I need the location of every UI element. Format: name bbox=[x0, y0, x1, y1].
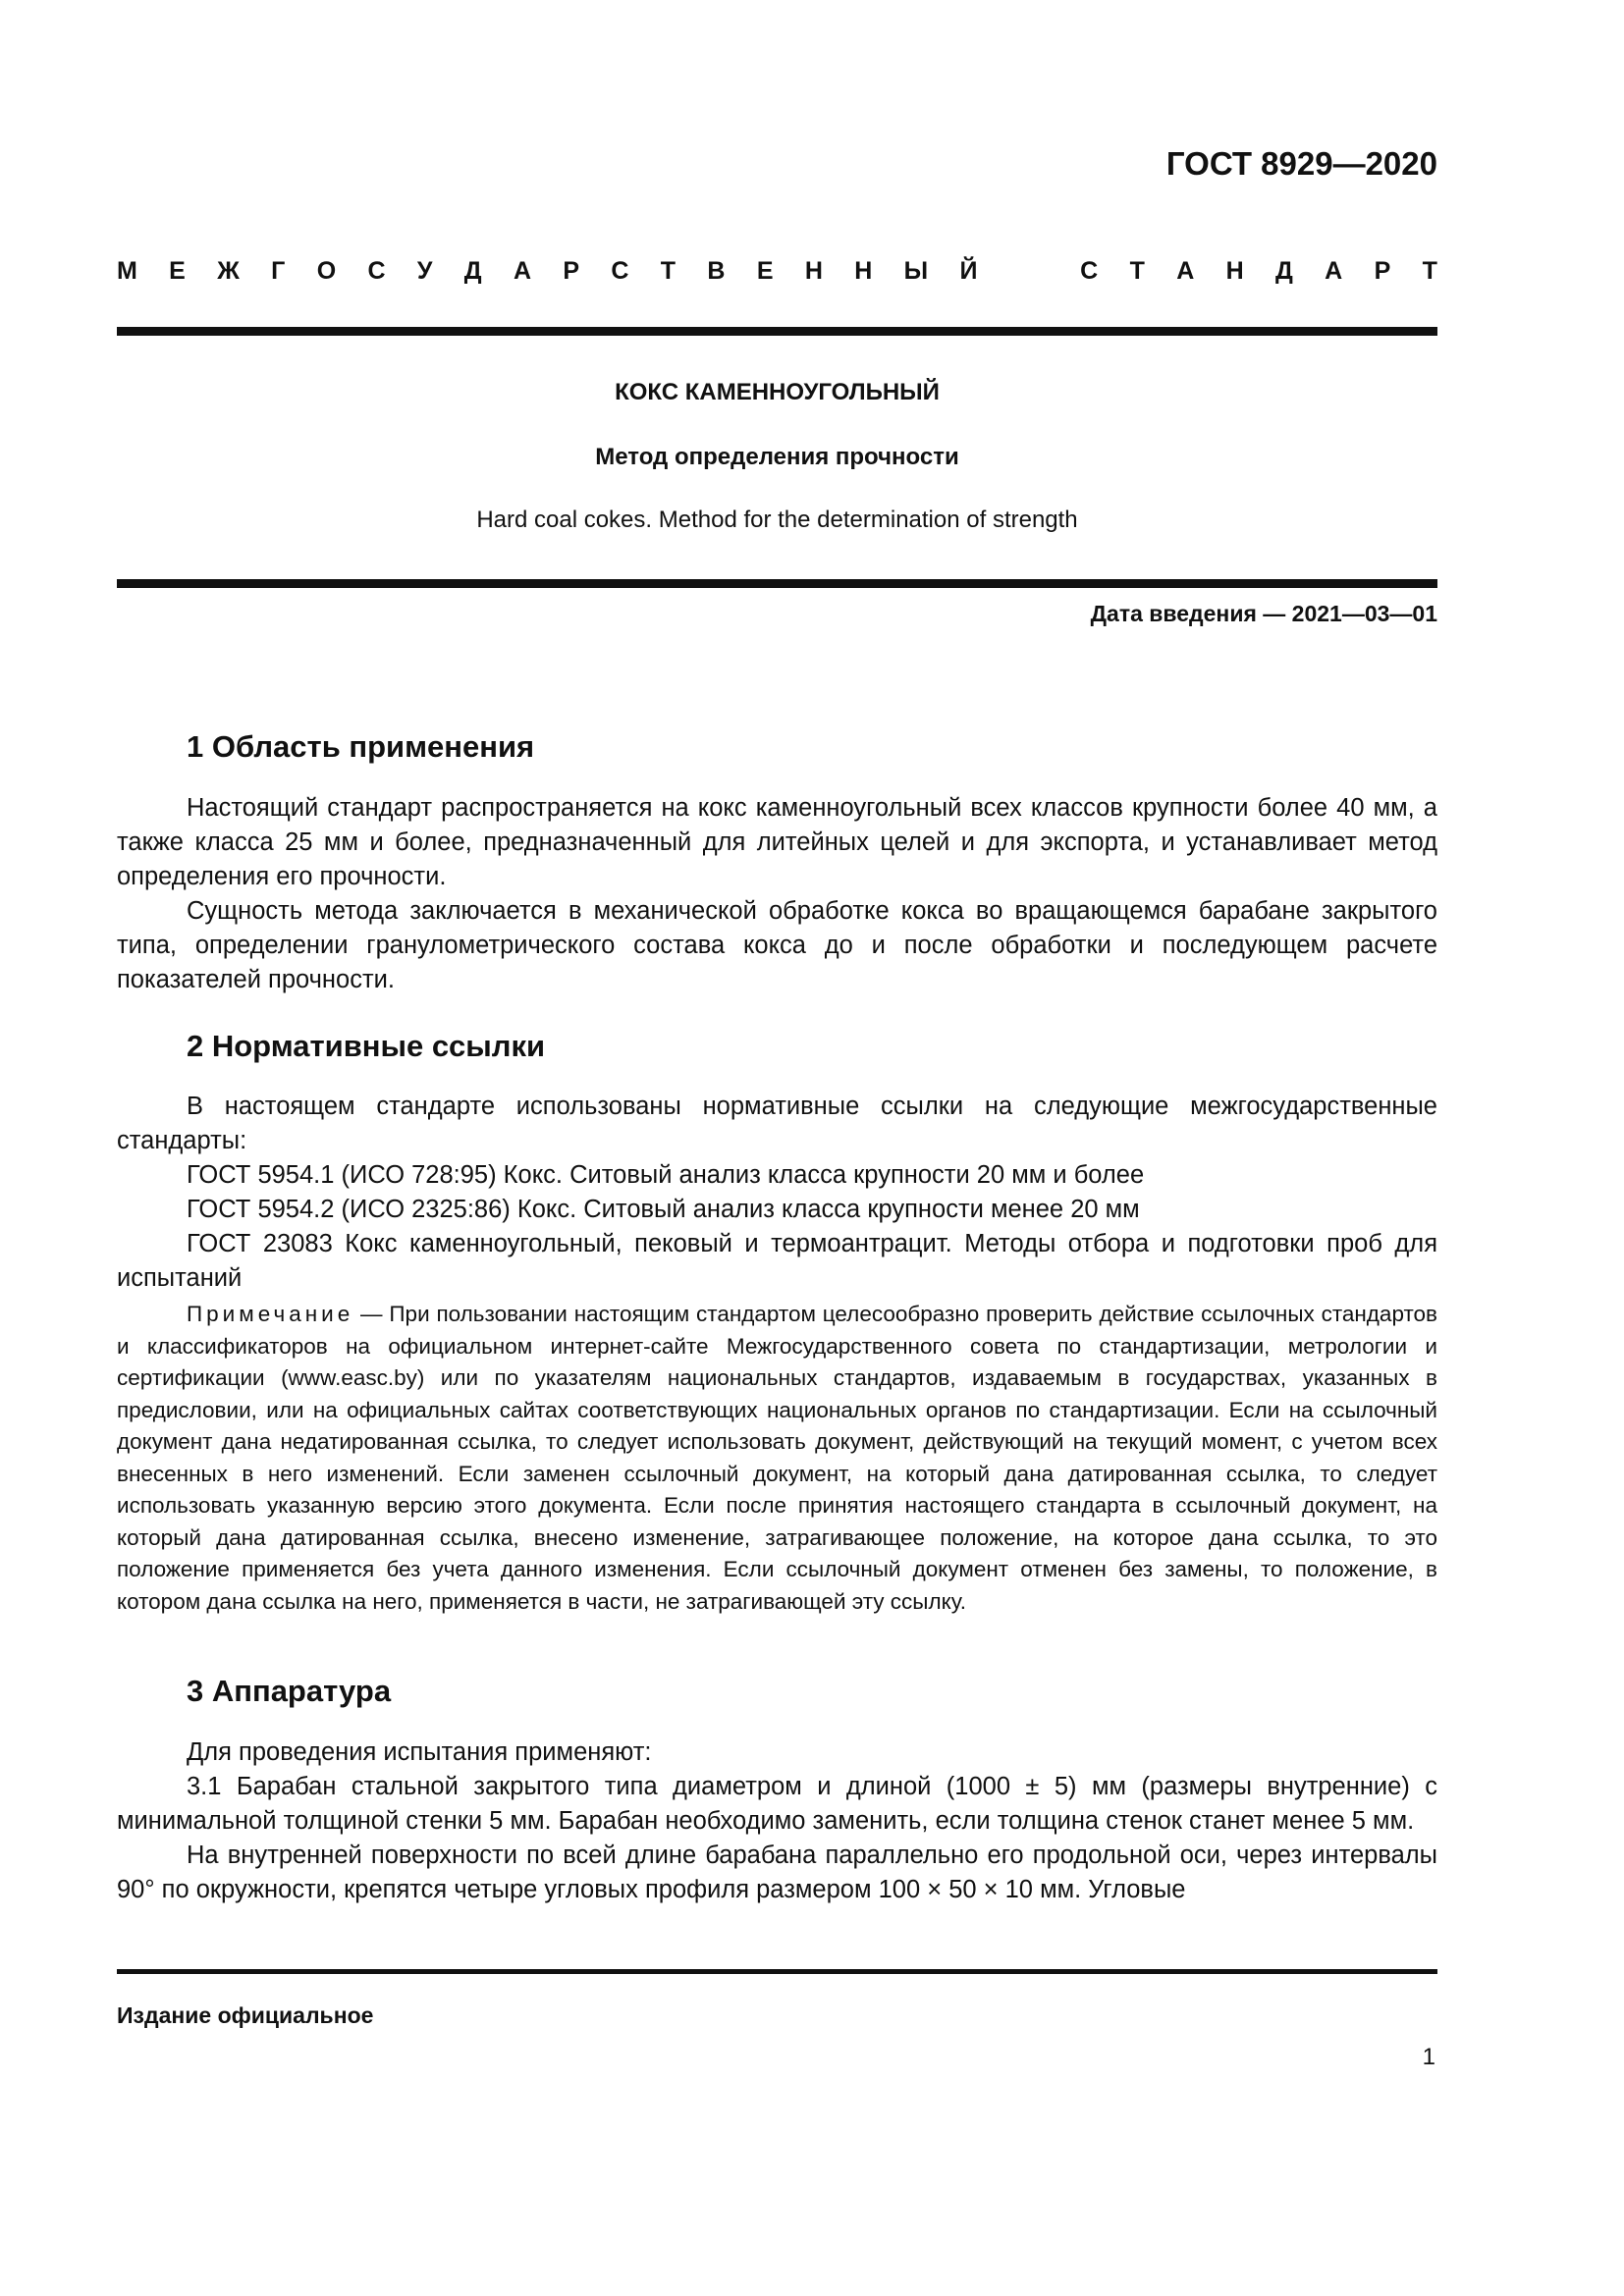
banner-gap bbox=[1009, 257, 1049, 286]
paragraph: На внутренней поверхности по всей длине барабана параллельно его продольной оси, через интервалы 90° по окружности, крепятся четыре угловых профиля размером 100 × 50 × 10 мм. Угловые bbox=[117, 1842, 1437, 1903]
english-title: Hard coal cokes. Method for the determination of strength bbox=[476, 507, 1078, 533]
banner-letter: Е bbox=[756, 257, 774, 285]
introduction-date: Дата введения — 2021—03—01 bbox=[1090, 601, 1437, 626]
banner-letter: С bbox=[367, 257, 386, 285]
banner-letter: Т bbox=[1129, 257, 1145, 285]
banner-letter: Ы bbox=[903, 257, 929, 285]
section-body bbox=[117, 1735, 1437, 1907]
banner-letter: Ж bbox=[217, 257, 240, 285]
interstate-standard-banner bbox=[117, 257, 1437, 286]
section-heading: 2 Нормативные ссылки bbox=[187, 1029, 546, 1063]
banner-letter: О bbox=[316, 257, 337, 285]
section-body bbox=[117, 1090, 1437, 1296]
reference-item: ГОСТ 5954.2 (ИСО 2325:86) Кокс. Ситовый анализ класса крупности менее 20 мм bbox=[187, 1196, 1140, 1223]
banner-letter: Т bbox=[660, 257, 677, 285]
reference-item: ГОСТ 23083 Кокс каменноугольный, пековый и термоантрацит. Методы отбора и подготовки проб для испытаний bbox=[117, 1230, 1437, 1292]
banner-letter: С bbox=[611, 257, 629, 285]
banner-letter: Р bbox=[1374, 257, 1391, 285]
title-divider bbox=[117, 579, 1437, 588]
banner-letter: А bbox=[1176, 257, 1195, 285]
banner-letter: А bbox=[1325, 257, 1343, 285]
banner-letter: Й bbox=[959, 257, 978, 285]
section-heading: 1 Область применения bbox=[187, 729, 535, 764]
paragraph: 3.1 Барабан стальной закрытого типа диаметром и длиной (1000 ± 5) мм (размеры внутренние) с минимальной толщиной стенки 5 мм. Барабан необходимо заменить, если толщина стенок станет менее 5 мм. bbox=[117, 1773, 1437, 1835]
section-body bbox=[117, 791, 1437, 997]
banner-letter: В bbox=[707, 257, 726, 285]
banner-letter: Р bbox=[563, 257, 580, 285]
document-subtitle: Метод определения прочности bbox=[595, 444, 959, 470]
note-label: Примечание bbox=[187, 1302, 354, 1326]
document-title: КОКС КАМЕННОУГОЛЬНЫЙ bbox=[615, 379, 940, 405]
paragraph: В настоящем стандарте использованы нормативные ссылки на следующие межгосударственные стандарты: bbox=[117, 1093, 1437, 1154]
banner-letter: Д bbox=[463, 257, 482, 285]
banner-letter: Е bbox=[169, 257, 186, 285]
banner-letter: С bbox=[1080, 257, 1099, 285]
banner-letter: Н bbox=[804, 257, 823, 285]
banner-letter: У bbox=[416, 257, 433, 285]
banner-letter: Н bbox=[1225, 257, 1244, 285]
footer-divider bbox=[117, 1969, 1437, 1974]
section-heading: 3 Аппаратура bbox=[187, 1674, 392, 1708]
official-edition-label: Издание официальное bbox=[117, 2002, 374, 2028]
paragraph: Сущность метода заключается в механической обработке кокса во вращающемся барабане закрытого типа, определении гранулометрического состава кокса до и после обработки и последующем расчете показателей прочности. bbox=[117, 897, 1437, 993]
gost-number: ГОСТ 8929—2020 bbox=[1165, 145, 1437, 182]
paragraph: Настоящий стандарт распространяется на кокс каменноугольный всех классов крупности более 40 мм, а также класса 25 мм и более, предназначенный для литейных целей и для экспорта, и устанавливает метод определения его прочности. bbox=[117, 794, 1437, 890]
top-divider bbox=[117, 327, 1437, 336]
banner-letter: Д bbox=[1275, 257, 1293, 285]
note bbox=[117, 1299, 1437, 1618]
banner-letter: М bbox=[117, 257, 137, 285]
banner-letter: Г bbox=[271, 257, 286, 285]
note-paragraph bbox=[117, 1299, 1437, 1618]
banner-letter: Н bbox=[854, 257, 873, 285]
reference-item: ГОСТ 5954.1 (ИСО 728:95) Кокс. Ситовый анализ класса крупности 20 мм и более bbox=[187, 1161, 1145, 1189]
banner-letter: Т bbox=[1422, 257, 1437, 285]
note-text: — При пользовании настоящим стандартом целесообразно проверить действие ссылочных стандартов и классификаторов на официальном интернет-сайте Межгосударственного совета по стандартизации, метрологии и сертификации (www.easc.by) или по указателям национальных стандартов, издаваемым в государствах, указанных в предисловии, или на официальных сайтах соответствующих национальных органов по стандартизации. Если на ссылочный документ дана недатированная ссылка, то следует использовать документ, действующий на текущий момент, с учетом всех внесенных в него изменений. Если заменен ссылочный документ, на который дана датированная ссылка, то следует использовать указанную версию этого документа. Если после принятия настоящего стандарта в ссылочный документ, на который дана датированная ссылка, внесено изменение, затрагивающее положение, на которое дана ссылка, то это положение применяется без учета данного изменения. Если ссылочный документ отменен без замены, то положение, в котором дана ссылка на него, применяется в части, не затрагивающей эту ссылку. bbox=[117, 1302, 1437, 1614]
paragraph: Для проведения испытания применяют: bbox=[187, 1738, 652, 1766]
page-number: 1 bbox=[1422, 2044, 1435, 2070]
banner-letter: А bbox=[513, 257, 532, 285]
